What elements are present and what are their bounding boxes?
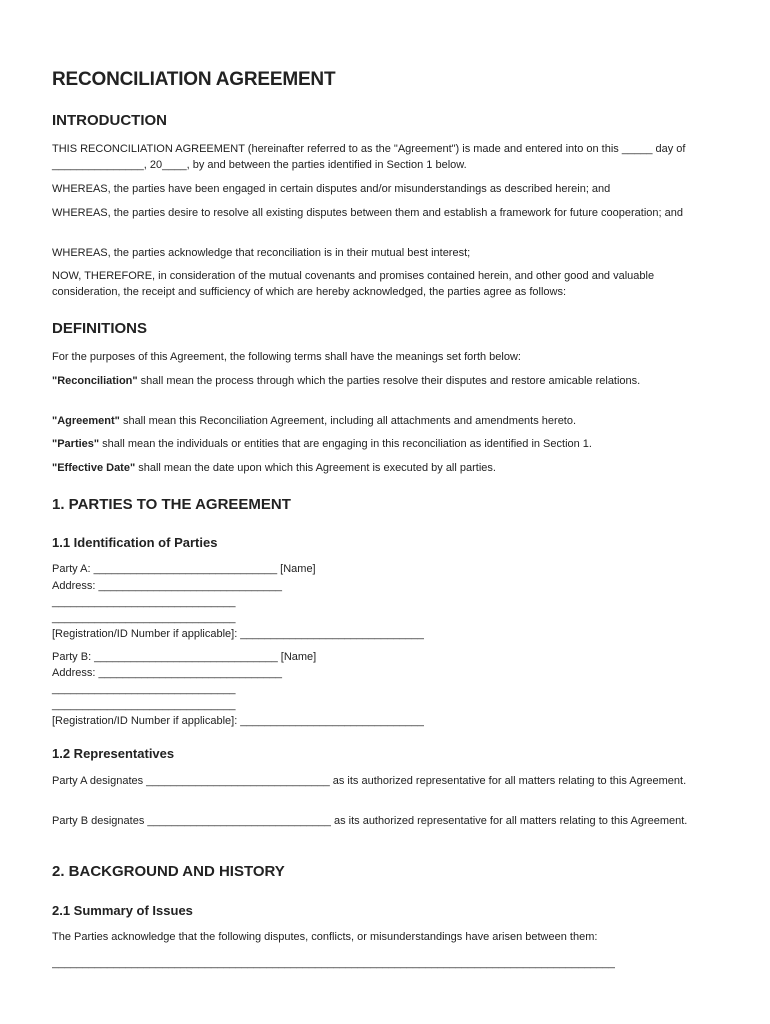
section-1-heading: 1. PARTIES TO THE AGREEMENT (52, 496, 291, 513)
party-a-address-blank: ______________________________ (52, 612, 236, 624)
introduction-paragraph-3: WHEREAS, the parties desire to resolve all existing disputes between them and establish a framework for future cooperation; and (52, 207, 683, 219)
party-a-name-line: Party A: ______________________________ [Name] (52, 563, 316, 575)
section-1-1-heading: 1.1 Identification of Parties (52, 535, 218, 550)
party-b-address-line: Address: ______________________________ (52, 667, 282, 679)
definition-text: shall mean the individuals or entities that are engaging in this reconciliation as identified in Section 1. (99, 438, 592, 450)
section-2-1-heading: 2.1 Summary of Issues (52, 903, 193, 918)
definition-text: shall mean the process through which the parties resolve their disputes and restore amicable relations. (137, 375, 641, 387)
definition-term: "Reconciliation" (52, 375, 138, 387)
definition-term: "Parties" (52, 438, 100, 450)
issues-blank-line: ____________________________________________________________________________________________ (52, 957, 615, 969)
definition-text: shall mean the date upon which this Agreement is executed by all parties. (135, 462, 496, 474)
document-title: RECONCILIATION AGREEMENT (52, 69, 336, 90)
section-1-2-heading: 1.2 Representatives (52, 746, 175, 761)
definition-item (52, 460, 720, 476)
party-b-address-blank: ______________________________ (52, 683, 236, 695)
definitions-heading: DEFINITIONS (52, 320, 148, 337)
party-a-address-blank: ______________________________ (52, 596, 236, 608)
party-a-representative: Party A designates ______________________________ as its authorized representative for all matters relating to this Agreement. (52, 775, 687, 787)
definition-term: "Agreement" (52, 415, 120, 427)
definition-text: shall mean this Reconciliation Agreement, including all attachments and amendments hereto. (119, 415, 577, 427)
introduction-paragraph-5: NOW, THEREFORE, in consideration of the mutual covenants and promises contained herein, and other good and valuable consideration, the receipt and sufficiency of which are hereby acknowledged, the parties agree as follows: (52, 270, 655, 298)
definitions-intro: For the purposes of this Agreement, the following terms shall have the meanings set forth below: (52, 351, 521, 363)
section-2-1-text: The Parties acknowledge that the following disputes, conflicts, or misunderstandings have arisen between them: (52, 931, 598, 943)
party-a-registration-line: [Registration/ID Number if applicable]: ______________________________ (52, 628, 424, 640)
introduction-paragraph-1: THIS RECONCILIATION AGREEMENT (hereinafter referred to as the "Agreement") is made and entered into on this _____ day of _______________, 20____, by and between the parties identified in Section 1 below. (52, 143, 686, 171)
definition-term: "Effective Date" (52, 462, 136, 474)
party-b-name-line: Party B: ______________________________ [Name] (52, 651, 317, 663)
introduction-paragraph-2: WHEREAS, the parties have been engaged in certain disputes and/or misunderstandings as described herein; and (52, 183, 611, 195)
party-b-address-blank: ______________________________ (52, 699, 236, 711)
party-b-registration-line: [Registration/ID Number if applicable]: ______________________________ (52, 715, 424, 727)
section-2-heading: 2. BACKGROUND AND HISTORY (52, 863, 285, 880)
definition-item (52, 436, 720, 452)
introduction-heading: INTRODUCTION (52, 112, 167, 129)
definition-item (52, 373, 720, 389)
party-b-representative: Party B designates ______________________________ as its authorized representative for all matters relating to this Agreement. (52, 815, 688, 827)
introduction-paragraph-4: WHEREAS, the parties acknowledge that reconciliation is in their mutual best interest; (52, 247, 471, 259)
definition-item (52, 413, 720, 429)
party-a-address-line: Address: ______________________________ (52, 580, 282, 592)
